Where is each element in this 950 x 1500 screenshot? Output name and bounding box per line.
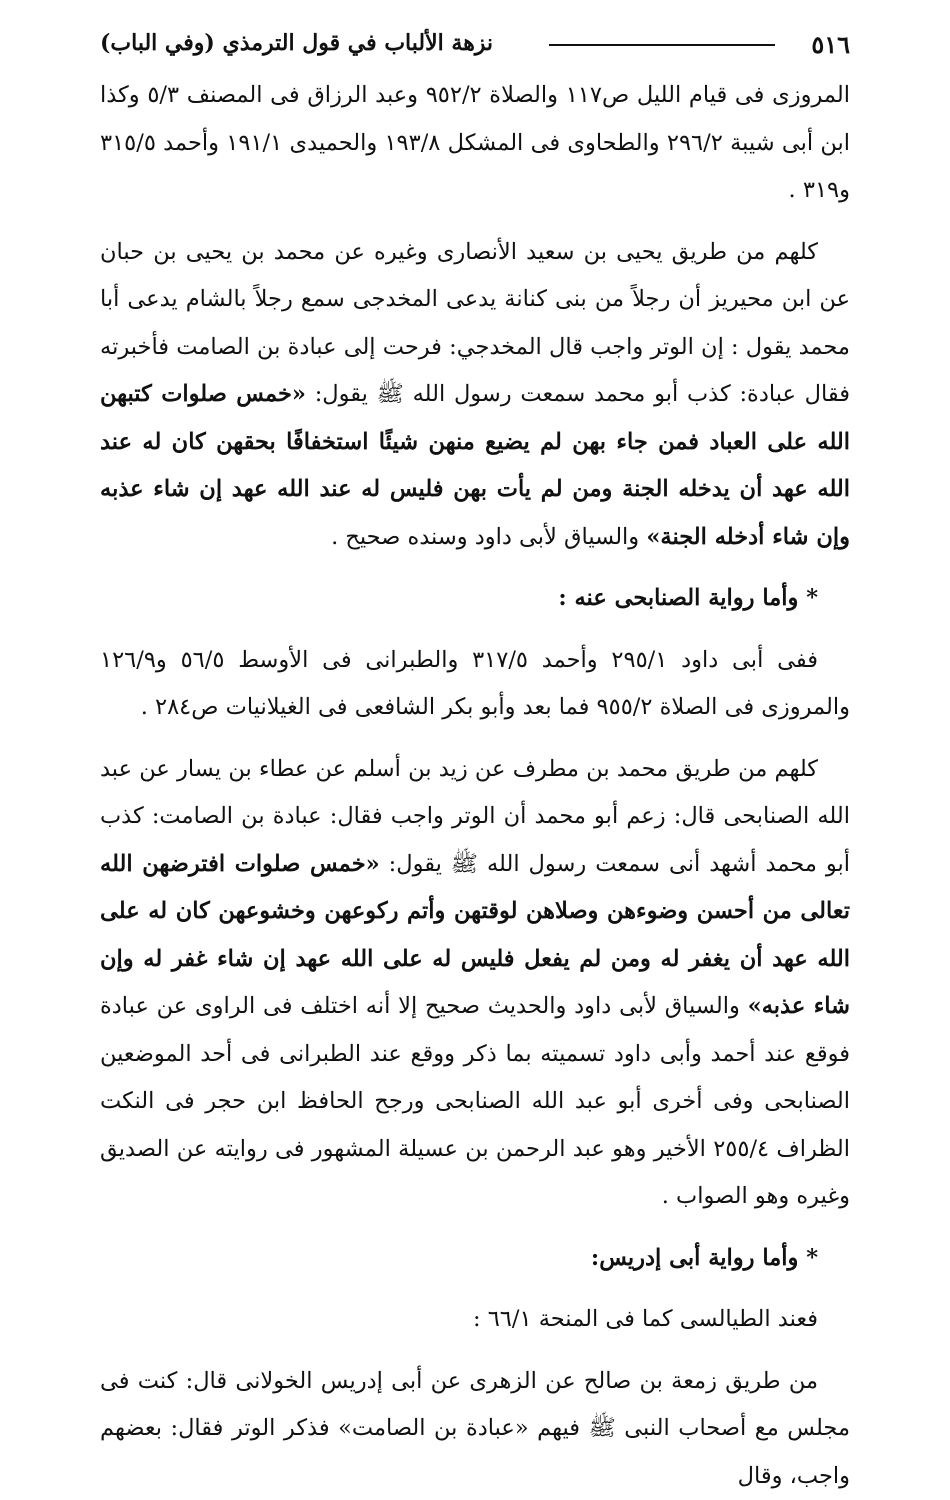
body-text [100,72,850,1500]
heading-text: وأما رواية أبى إدريس: [591,1245,806,1271]
star-bullet-icon: * [806,1245,818,1271]
narration-grading: والسياق لأبى داود والحديث صحيح إلا أنه اختلف فى الراوى عن عبادة فوقع عند أحمد وأبى داود تسميته بما ذكر ووقع عند الطبرانى فى أحد الموضعين الصنابحى وفى أخرى أبو عبد الله الصنابحى ورجح الحافظ ابن حجر فى النكت الظراف ٢٥٥/٤ الأخير وهو عبد الرحمن بن عسيلة المشهور فى روايته عن الصديق وغيره وهو الصواب . [100,993,850,1209]
narration-text: كلهم من طريق محمد بن مطرف عن زيد بن أسلم عن عطاء بن يسار عن عبد الله الصنابحى قال: زعم أبو محمد أن الوتر واجب فقال: عبادة بن الصامت: كذب أبو محمد أشهد أنى سمعت رسول الله ﷺ يقول: [100,756,850,877]
header-rule [549,44,775,46]
paragraph-sources-2 [100,637,850,732]
section-heading-sunabihi [100,575,850,623]
running-title: نزهة الألباب في قول الترمذي (وفي الباب) [100,30,493,56]
paragraph-hadith-sunabihi [100,746,850,1221]
paragraph-narration-abu-idris [100,1358,850,1500]
page-header [100,28,850,64]
star-bullet-icon: * [806,585,818,611]
paragraph-hadith-makhdaji [100,229,850,562]
paragraph-sources-1 [100,72,850,215]
hadith-quote: «خمس صلوات كتبهن الله على العباد فمن جاء بهن لم يضيع منهن شيئًا استخفافًا بحقهن كان له عند الله عهد أن يدخله الجنة ومن لم يأت بهن فليس له عند الله عهد إن شاء عذبه وإن شاء أدخله الجنة» [100,381,850,550]
page-number: ٥١٦ [811,30,850,59]
section-heading-abu-idris [100,1235,850,1283]
narration-text: كلهم من طريق يحيى بن سعيد الأنصارى وغيره عن محمد بن يحيى بن حبان عن ابن محيريز أن رجلاً من بنى كنانة يدعى المخدجى سمع رجلاً بالشام يدعى أبا محمد يقول : إن الوتر واجب قال المخدجي: فرحت إلى عبادة بن الصامت فأخبرته فقال عبادة: كذب أبو محمد سمعت رسول الله ﷺ يقول: [100,239,850,408]
paragraph-text: المروزى فى قيام الليل ص١١٧ والصلاة ٩٥٢/٢ وعبد الرزاق فى المصنف ٥/٣ وكذا ابن أبى شيبة ٢٩٦/٢ والطحاوى فى المشكل ١٩٣/٨ والحميدى ١٩١/١ وأحمد ٣١٥/٥ و٣١٩ . [100,82,850,203]
hadith-quote: «خمس صلوات افترضهن الله تعالى من أحسن وضوءهن وصلاهن لوقتهن وأتم ركوعهن وخشوعهن كان له على الله عهد أن يغفر له ومن لم يفعل فليس له على الله عهد إن شاء غفر له وإن شاء عذبه» [100,851,850,1020]
heading-text: وأما رواية الصنابحى عنه : [558,585,806,611]
paragraph-sources-3 [100,1296,850,1344]
paragraph-text: فعند الطيالسى كما فى المنحة ٦٦/١ : [473,1306,818,1332]
narration-grading: والسياق لأبى داود وسنده صحيح . [331,524,646,550]
paragraph-text: ففى أبى داود ٢٩٥/١ وأحمد ٣١٧/٥ والطبرانى فى الأوسط ٥٦/٥ و١٢٦/٩ والمروزى فى الصلاة ٩٥٥/٢ فما بعد وأبو بكر الشافعى فى الغيلانيات ص٢٨٤ . [100,647,850,721]
paragraph-text: من طريق زمعة بن صالح عن الزهرى عن أبى إدريس الخولانى قال: كنت فى مجلس مع أصحاب النبى ﷺ فيهم «عبادة بن الصامت» فذكر الوتر فقال: بعضهم واجب، وقال [100,1368,850,1489]
